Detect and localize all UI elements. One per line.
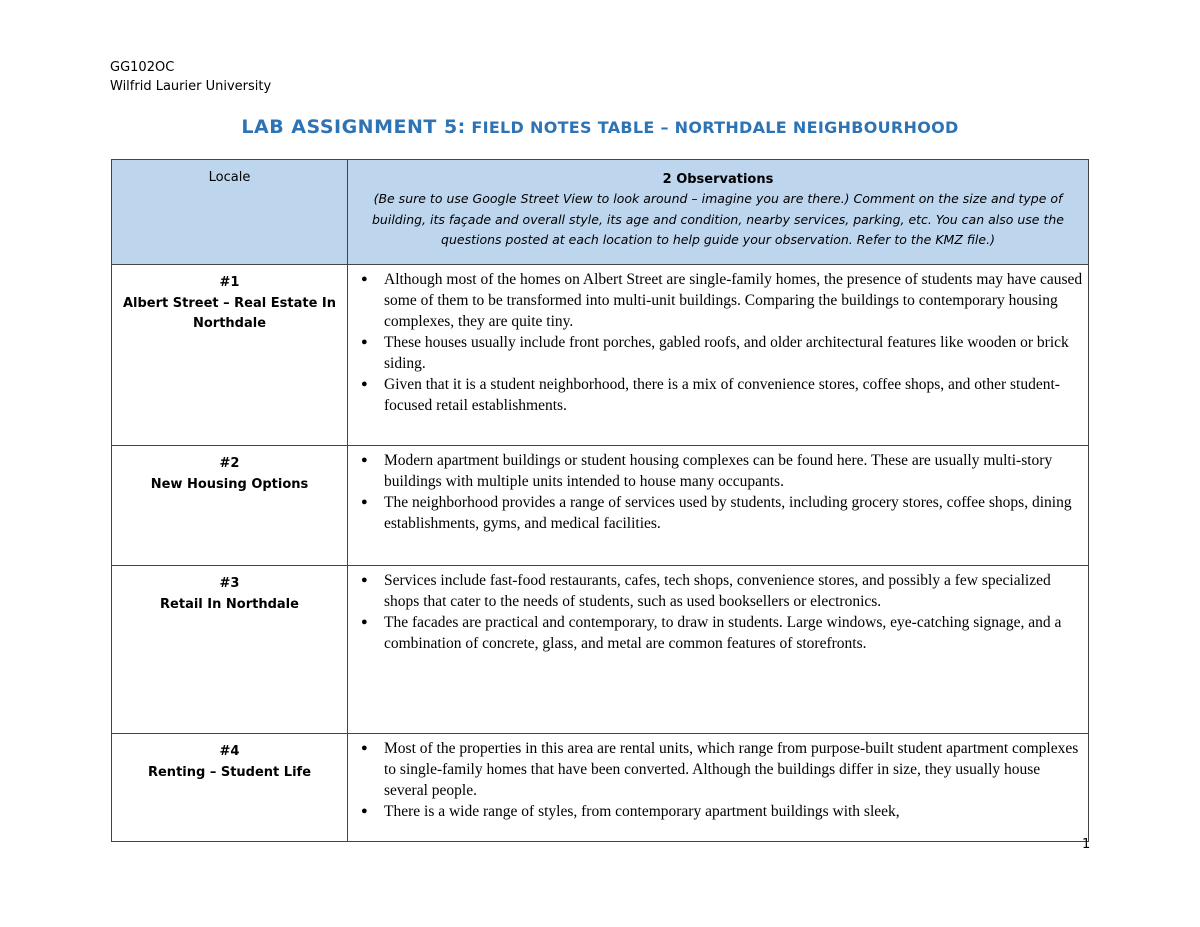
university-name: Wilfrid Laurier University (110, 79, 272, 94)
observation-item: ● Services include fast-food restaurants, cafes, tech shops, convenience stores, and possibly a few specialized shops that cater to the needs of students, such as used booksellers or electronics. (384, 570, 1084, 612)
observation-item: ● Although most of the homes on Albert Street are single-family homes, the presence of students may have caused some of them to be transformed into multi-unit buildings. Comparing the buildings to contemporary housing complexes, they are quite tiny. (384, 269, 1084, 332)
document-header (110, 58, 271, 96)
locale-cell (112, 446, 348, 566)
observations-instructions: (Be sure to use Google Street View to look around – imagine you are there.) Comment on the size and type of building, its façade and overall style, its age and condition, nearby services, parking, etc. You can also use the questions posted at each location to help guide your observation. Refer to the KMZ file.) (371, 191, 1064, 247)
observation-list (348, 450, 1088, 534)
locale-name: Albert Street – Real Estate In Northdale (122, 295, 336, 331)
table-row (112, 265, 1089, 446)
observations-cell (348, 566, 1089, 734)
locale-number: #4 (219, 744, 240, 759)
locale-name: New Housing Options (150, 476, 309, 492)
table-row (112, 566, 1089, 734)
observations-cell (348, 446, 1089, 566)
observation-list (348, 570, 1088, 654)
locale-cell (112, 265, 348, 446)
observation-item: ● Given that it is a student neighborhood, there is a mix of convenience stores, coffee shops, and other student-focused retail establishments. (384, 374, 1084, 416)
observation-item: ● Modern apartment buildings or student housing complexes can be found here. These are usually multi-story buildings with multiple units intended to house many occupants. (384, 450, 1084, 492)
table-row (112, 446, 1089, 566)
title-main: LAB ASSIGNMENT 5: (241, 116, 466, 138)
observations-column-header (348, 160, 1089, 265)
observation-item: ● These houses usually include front porches, gabled roofs, and older architectural features like wooden or brick siding. (384, 332, 1084, 374)
observation-list (348, 738, 1088, 822)
observation-item: ● Most of the properties in this area are rental units, which range from purpose-built student apartment complexes to single-family homes that have been converted. Although the buildings differ in size, they usually house several people. (384, 738, 1084, 801)
observation-item: ● The facades are practical and contemporary, to draw in students. Large windows, eye-catching signage, and a combination of concrete, glass, and metal are common features of storefronts. (384, 612, 1084, 654)
observation-item: ● The neighborhood provides a range of services used by students, including grocery stores, coffee shops, dining establishments, gyms, and medical facilities. (384, 492, 1084, 534)
observations-cell (348, 734, 1089, 842)
locale-number: #3 (219, 576, 240, 591)
locale-number: #2 (219, 456, 240, 471)
locale-name: Renting – Student Life (147, 764, 312, 780)
title-sub: FIELD NOTES TABLE – NORTHDALE NEIGHBOURHOOD (471, 118, 959, 137)
locale-cell (112, 734, 348, 842)
observations-cell (348, 265, 1089, 446)
locale-cell (112, 566, 348, 734)
locale-name: Retail In Northdale (160, 596, 299, 612)
field-notes-table (111, 159, 1089, 842)
course-code: GG102OC (110, 60, 175, 75)
page-number: 1 (1082, 837, 1091, 852)
document-title (0, 116, 1200, 138)
locale-column-header: Locale (112, 160, 348, 265)
table-row (112, 734, 1089, 842)
table-header-row (112, 160, 1089, 265)
observations-title: 2 Observations (662, 172, 774, 187)
locale-number: #1 (219, 275, 240, 290)
observation-list (348, 269, 1088, 416)
observation-item: ● There is a wide range of styles, from contemporary apartment buildings with sleek, (384, 801, 1084, 822)
